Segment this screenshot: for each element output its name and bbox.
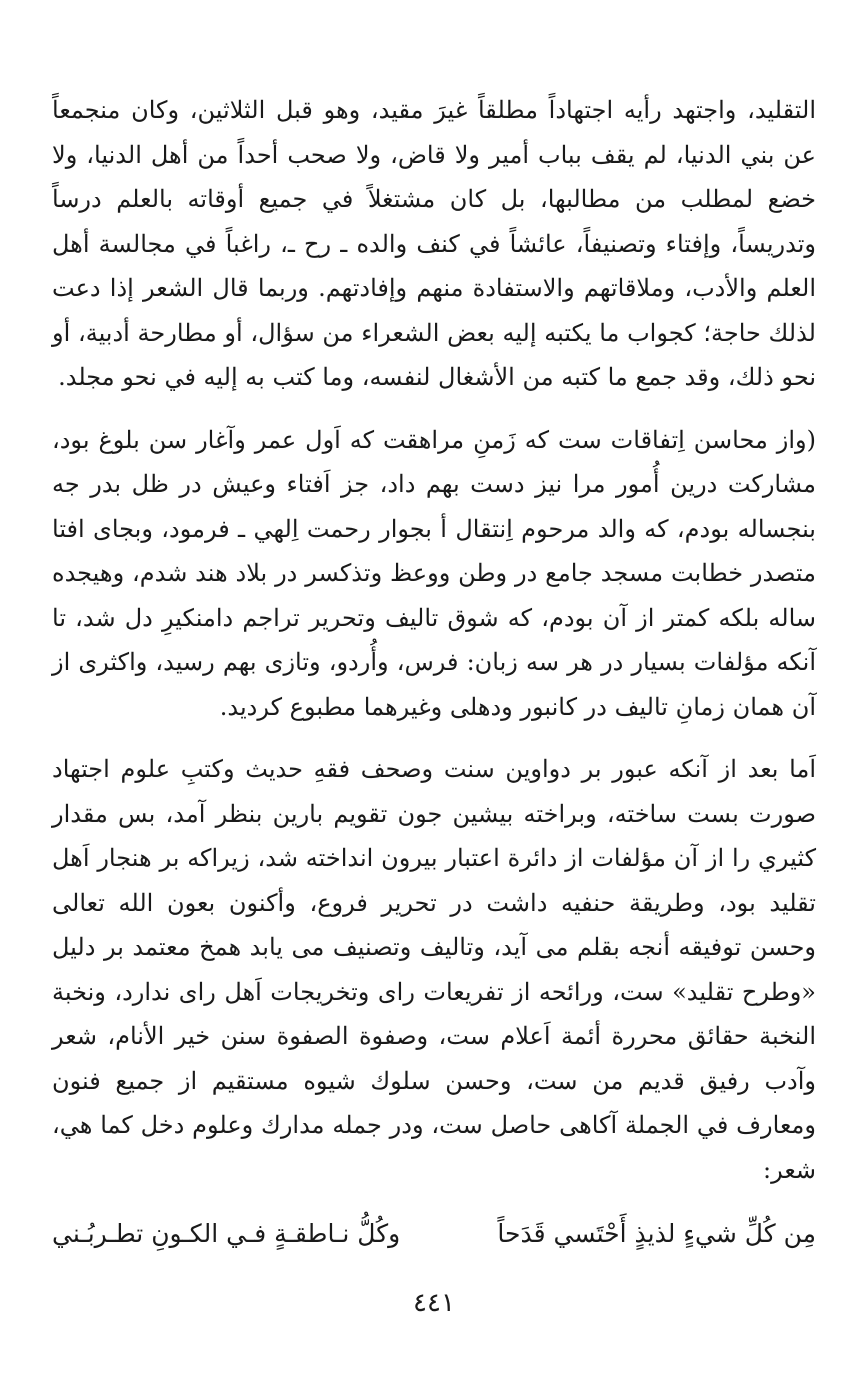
poetry-verse: [52, 1212, 816, 1256]
verse-second-hemistich: وكُلُّ نـاطقـةٍ فـي الكـونِ تطـربُـني: [52, 1219, 401, 1248]
page-number: ٤٤١: [413, 1288, 455, 1318]
paragraph-arabic-biography: التقليد، واجتهد رأيه اجتهاداً مطلقاً غيرَ مقيد، وهو قبل الثلاثين، وكان منجمعاً عن بني الدنيا، لم يقف بباب أمير ولا قاض، ولا صحب أحداً من أهل الدنيا، ولا خضع لمطلب من مطالبها، بل كان مشتغلاً في جميع أوقاته بالعلم درساً وتدريساً، وإفتاء وتصنيفاً، عائشاً في كنف والده ـ رح ـ، راغباً في مجالسة أهل العلم والأدب، وملاقاتهم والاستفادة منهم وإفادتهم. وربما قال الشعر إذا دعت لذلك حاجة؛ كجواب ما يكتبه إليه بعض الشعراء من سؤال، أو مطارحة أدبية، أو نحو ذلك، وقد جمع ما كتبه من الأشغال لنفسه، وما كتب به إليه في نحو مجلد.: [52, 96, 816, 391]
paragraph-persian-early-life: (واز محاسن اِتفاقات ست كه زَمنِ مراهقت كه اَول عمر وآغار سن بلوغ بود، مشاركت درين أُمور مرا نيز دست بهم داد، جز اَفتاء وعيش در ظل بدر جه بنجساله بودم، كه والد مرحوم اِنتقال أ بجوار رحمت اِلهي ـ فرمود، وبجاى افتا متصدر خطابت مسجد جامع در وطن ووعظ وتذكسر در بلاد هند شدم، وهيجده ساله بلكه كمتر از آن بودم، كه شوق تاليف وتحرير تراجم دامنكيرِ دل شد، تا آنكه مؤلفات بسيار در هر سه زبان: فرس، وأُردو، وتازى بهم رسيد، واكثرى از آن همان زمانِ تاليف در كانبور ودهلى وغيرهما مطبوع كرديد.: [52, 425, 816, 721]
verse-first-hemistich: مِن كُلِّ شيءٍ لذيذٍ أَحْتَسي قَدَحاً: [497, 1219, 816, 1248]
paragraph-persian-later-works: اَما بعد از آنكه عبور بر دواوين سنت وصحف فقهِ حديث وكتبِ علوم اجتهاد صورت بست ساخته، وبراخته بيشين جون تقويم بارين بنظر آمد، بس مقدار كثيري را از آن مؤلفات از دائرة اعتبار بيرون انداخته شد، زيراكه بر هنجار اَهل تقليد بود، وطريقة حنفيه داشت در تحرير فروع، وأكنون بعون الله تعالى وحسن توفيقه أنجه بقلم مى آيد، وتاليف وتصنيف مى يابد همخ معتمد بر دليل «وطرح تقليد» ست، ورائحه از تفريعات راى وتخريجات اَهل راى ندارد، ونخبة النخبة حقائق محررة أئمة اَعلام ست، وصفوة الصفوة سنن خير الأنام، شعر وآدب رفيق قديم من ست، وحسن سلوك شيوه مستقيم از جميع فنون ومعارف في الجملة آكاهى حاصل ست، ودر جمله مدارك وعلوم دخل كما هي، شعر:: [52, 755, 817, 1184]
body-text: [52, 88, 816, 1192]
